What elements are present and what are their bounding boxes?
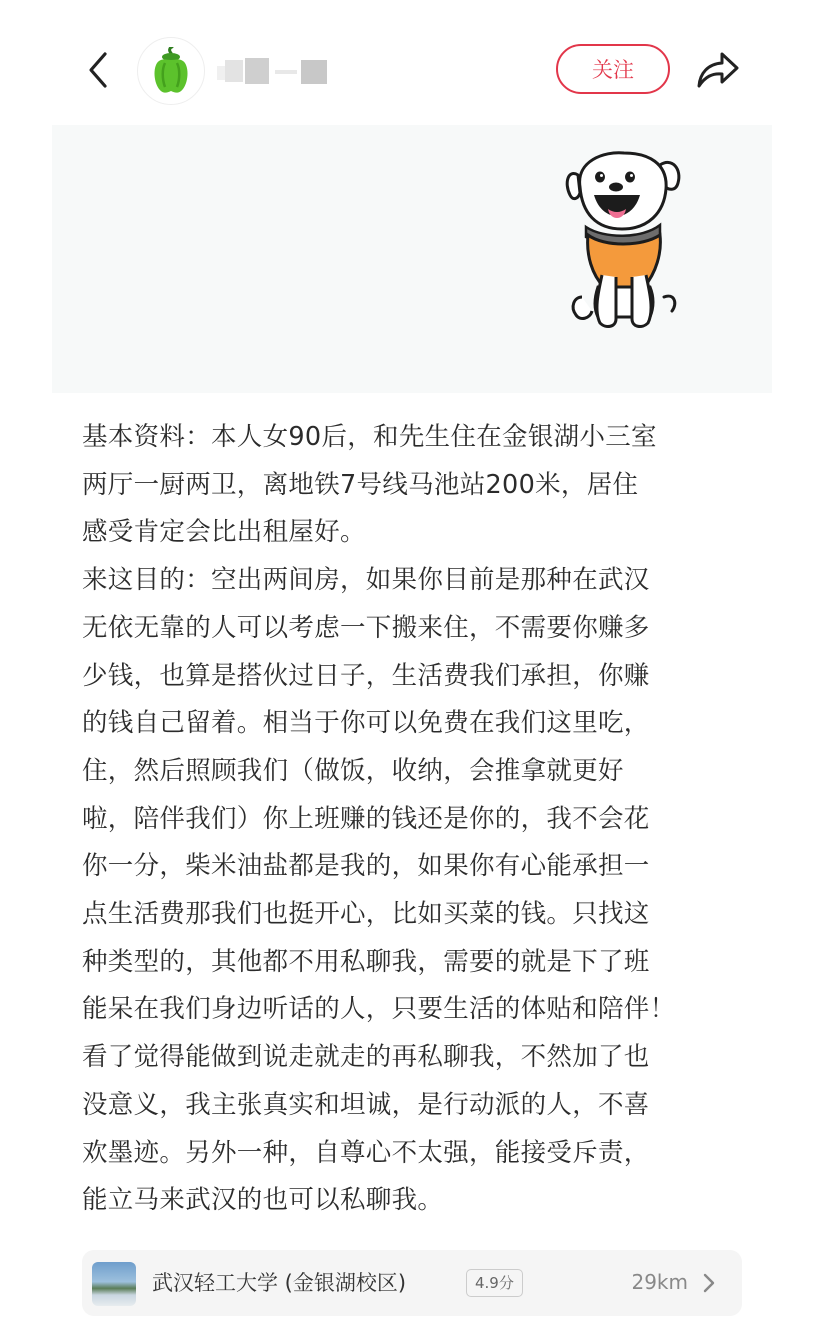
redaction-block xyxy=(275,70,297,74)
post-line: 两厅一厨两卫，离地铁7号线马池站200米，居住 xyxy=(82,469,639,500)
location-rating-badge: 4.9分 xyxy=(466,1269,523,1297)
redaction-block xyxy=(301,60,327,84)
location-distance: 29km xyxy=(631,1270,688,1294)
post-line: 基本资料：本人女90后，和先生住在金银湖小三室 xyxy=(82,422,657,452)
cartoon-dog-icon xyxy=(564,147,684,333)
post-line: 住，然后照顾我们（做饭，收纳，会推拿就更好 xyxy=(82,755,624,786)
green-pepper-icon xyxy=(151,47,191,95)
location-card[interactable] xyxy=(82,1250,742,1316)
share-arrow-icon xyxy=(696,51,740,89)
redaction-block xyxy=(217,66,225,80)
post-image[interactable] xyxy=(52,125,772,393)
post-line: 看了觉得能做到说走就走的再私聊我，不然加了也 xyxy=(82,1042,650,1073)
share-button[interactable] xyxy=(694,48,742,92)
post-line: 没意义，我主张真实和坦诚，是行动派的人，不喜 xyxy=(82,1089,650,1120)
follow-button[interactable]: 关注 xyxy=(556,44,670,94)
post-line: 无依无靠的人可以考虑一下搬来住，不需要你赚多 xyxy=(82,612,650,643)
post-line: 来这目的：空出两间房，如果你目前是那种在武汉 xyxy=(82,565,650,596)
post-line: 点生活费那我们也挺开心，比如买菜的钱。只找这 xyxy=(82,899,650,930)
post-line: 欢墨迹。另外一种，自尊心不太强，能接受斥责， xyxy=(82,1137,650,1168)
post-line: 感受肯定会比出租屋好。 xyxy=(82,517,366,548)
post-line: 的钱自己留着。相当于你可以免费在我们这里吃， xyxy=(82,708,650,739)
post-line: 你一分，柴米油盐都是我的，如果你有心能承担一 xyxy=(82,851,650,882)
post-line: 种类型的，其他都不用私聊我，需要的就是下了班 xyxy=(82,946,650,977)
redaction-block xyxy=(225,60,243,82)
chevron-right-icon xyxy=(702,1272,716,1294)
avatar[interactable] xyxy=(137,37,205,105)
location-thumbnail xyxy=(92,1262,136,1306)
top-bar xyxy=(0,0,818,125)
location-name: 武汉轻工大学 (金银湖校区) xyxy=(152,1271,407,1295)
chevron-left-icon xyxy=(87,51,109,89)
post-line: 能立马来武汉的也可以私聊我。 xyxy=(82,1185,444,1216)
back-button[interactable] xyxy=(78,48,118,92)
redaction-block xyxy=(245,58,269,84)
post-body xyxy=(82,414,750,1225)
post-line: 啦，陪伴我们）你上班赚的钱还是你的，我不会花 xyxy=(82,803,650,834)
post-line: 少钱，也算是搭伙过日子，生活费我们承担，你赚 xyxy=(82,660,650,691)
username-redacted[interactable] xyxy=(215,56,331,86)
post-line: 能呆在我们身边听话的人，只要生活的体贴和陪伴！ xyxy=(82,994,676,1025)
